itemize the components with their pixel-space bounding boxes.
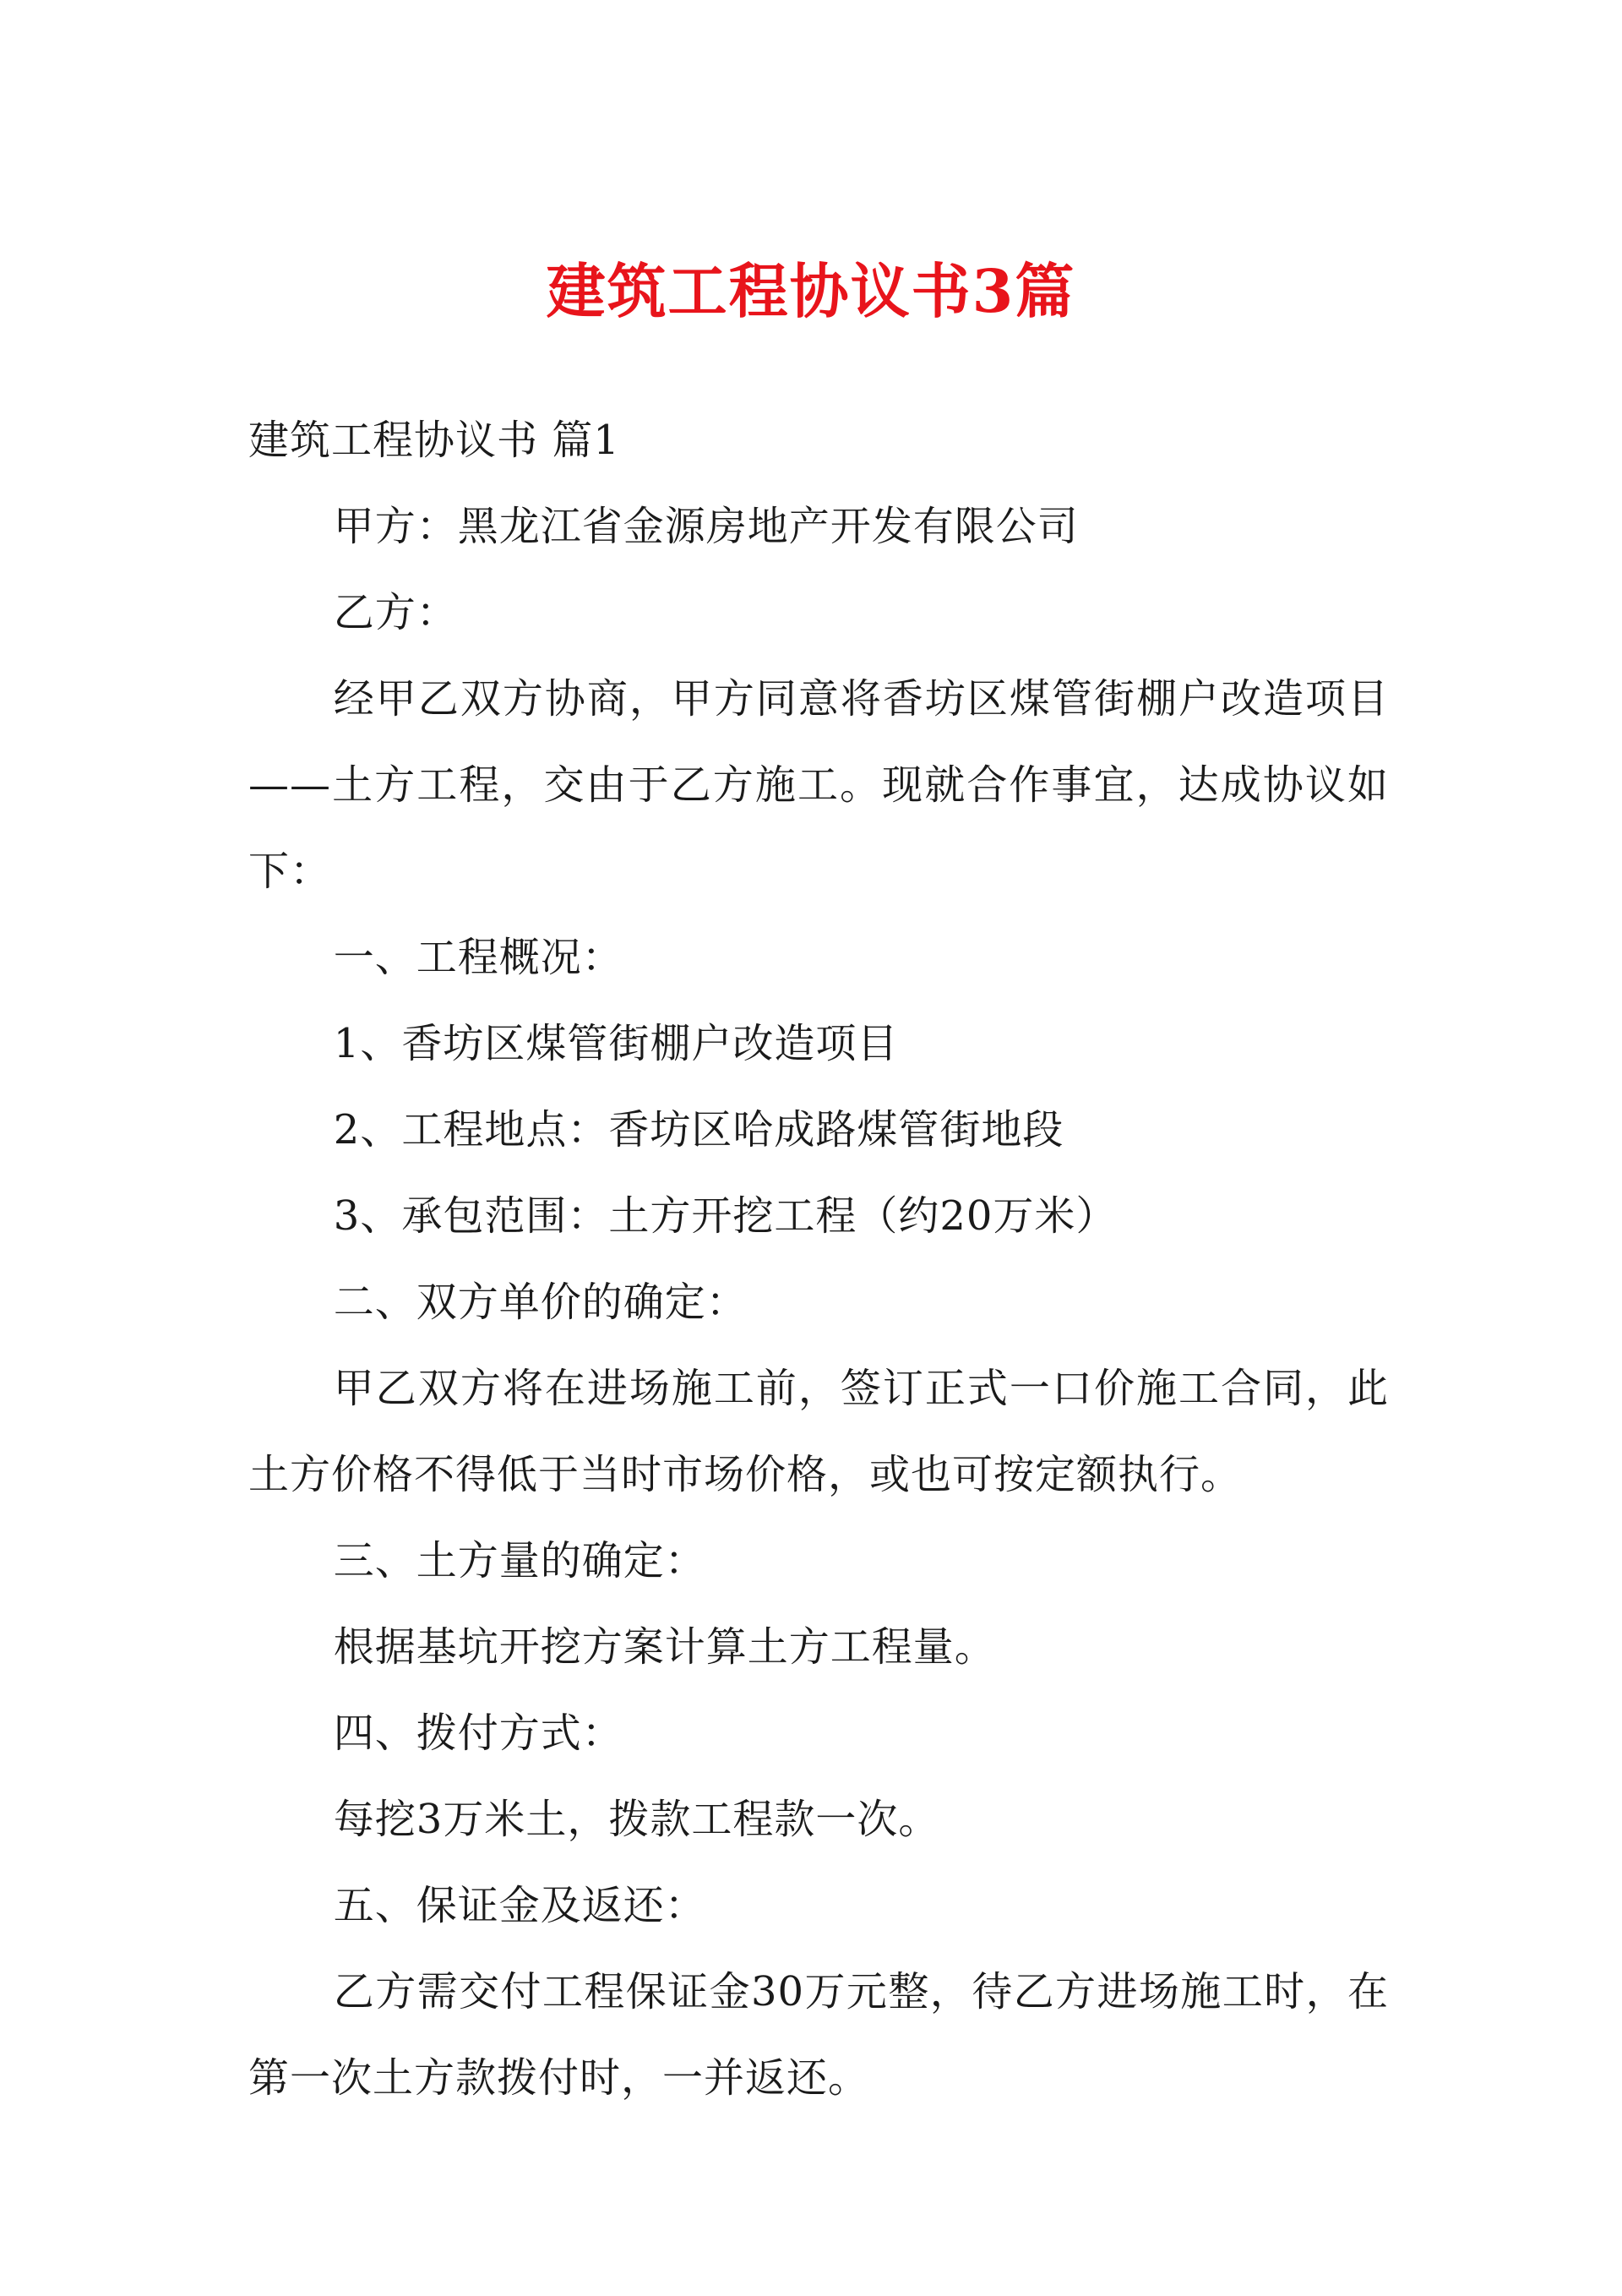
clause-heading-4: 四、拨付方式： [333,1710,623,1757]
document-title: 建筑工程协议书3篇 [546,256,1076,326]
party-b-line: 乙方： [333,589,458,636]
party-a-line: 甲方：黑龙江省金源房地产开发有限公司 [333,503,1079,550]
clause-heading-1: 一、工程概况： [333,934,623,981]
clause-heading-3: 三、土方量的确定： [333,1537,706,1584]
clause-item-1-3: 3、承包范围：土方开挖工程（约20万米） [333,1192,1118,1240]
section-heading: 建筑工程协议书 篇1 [248,417,620,464]
clause-text-5: 乙方需交付工程保证金30万元整，待乙方进场施工时，在第一次土方款拨付时，一并返还。 [248,1968,1389,2102]
clause-item-1-2: 2、工程地点：香坊区哈成路煤管街地段 [333,1106,1064,1153]
clause-text-2: 甲乙双方将在进场施工前，签订正式一口价施工合同，此土方价格不得低于当时市场价格，或也可按定额执行。 [248,1365,1389,1498]
intro-paragraph: 经甲乙双方协商，甲方同意将香坊区煤管街棚户改造项目——土方工程，交由于乙方施工。现就合作事宜，达成协议如下： [248,675,1389,895]
clause-text-3: 根据基坑开挖方案计算土方工程量。 [333,1623,996,1671]
clause-heading-5: 五、保证金及返还： [333,1882,706,1929]
clause-heading-2: 二、双方单价的确定： [333,1279,748,1326]
clause-item-1-1: 1、香坊区煤管街棚户改造项目 [333,1020,899,1067]
document-body [248,397,1389,2121]
clause-text-4: 每挖3万米土，拨款工程款一次。 [333,1796,940,1843]
